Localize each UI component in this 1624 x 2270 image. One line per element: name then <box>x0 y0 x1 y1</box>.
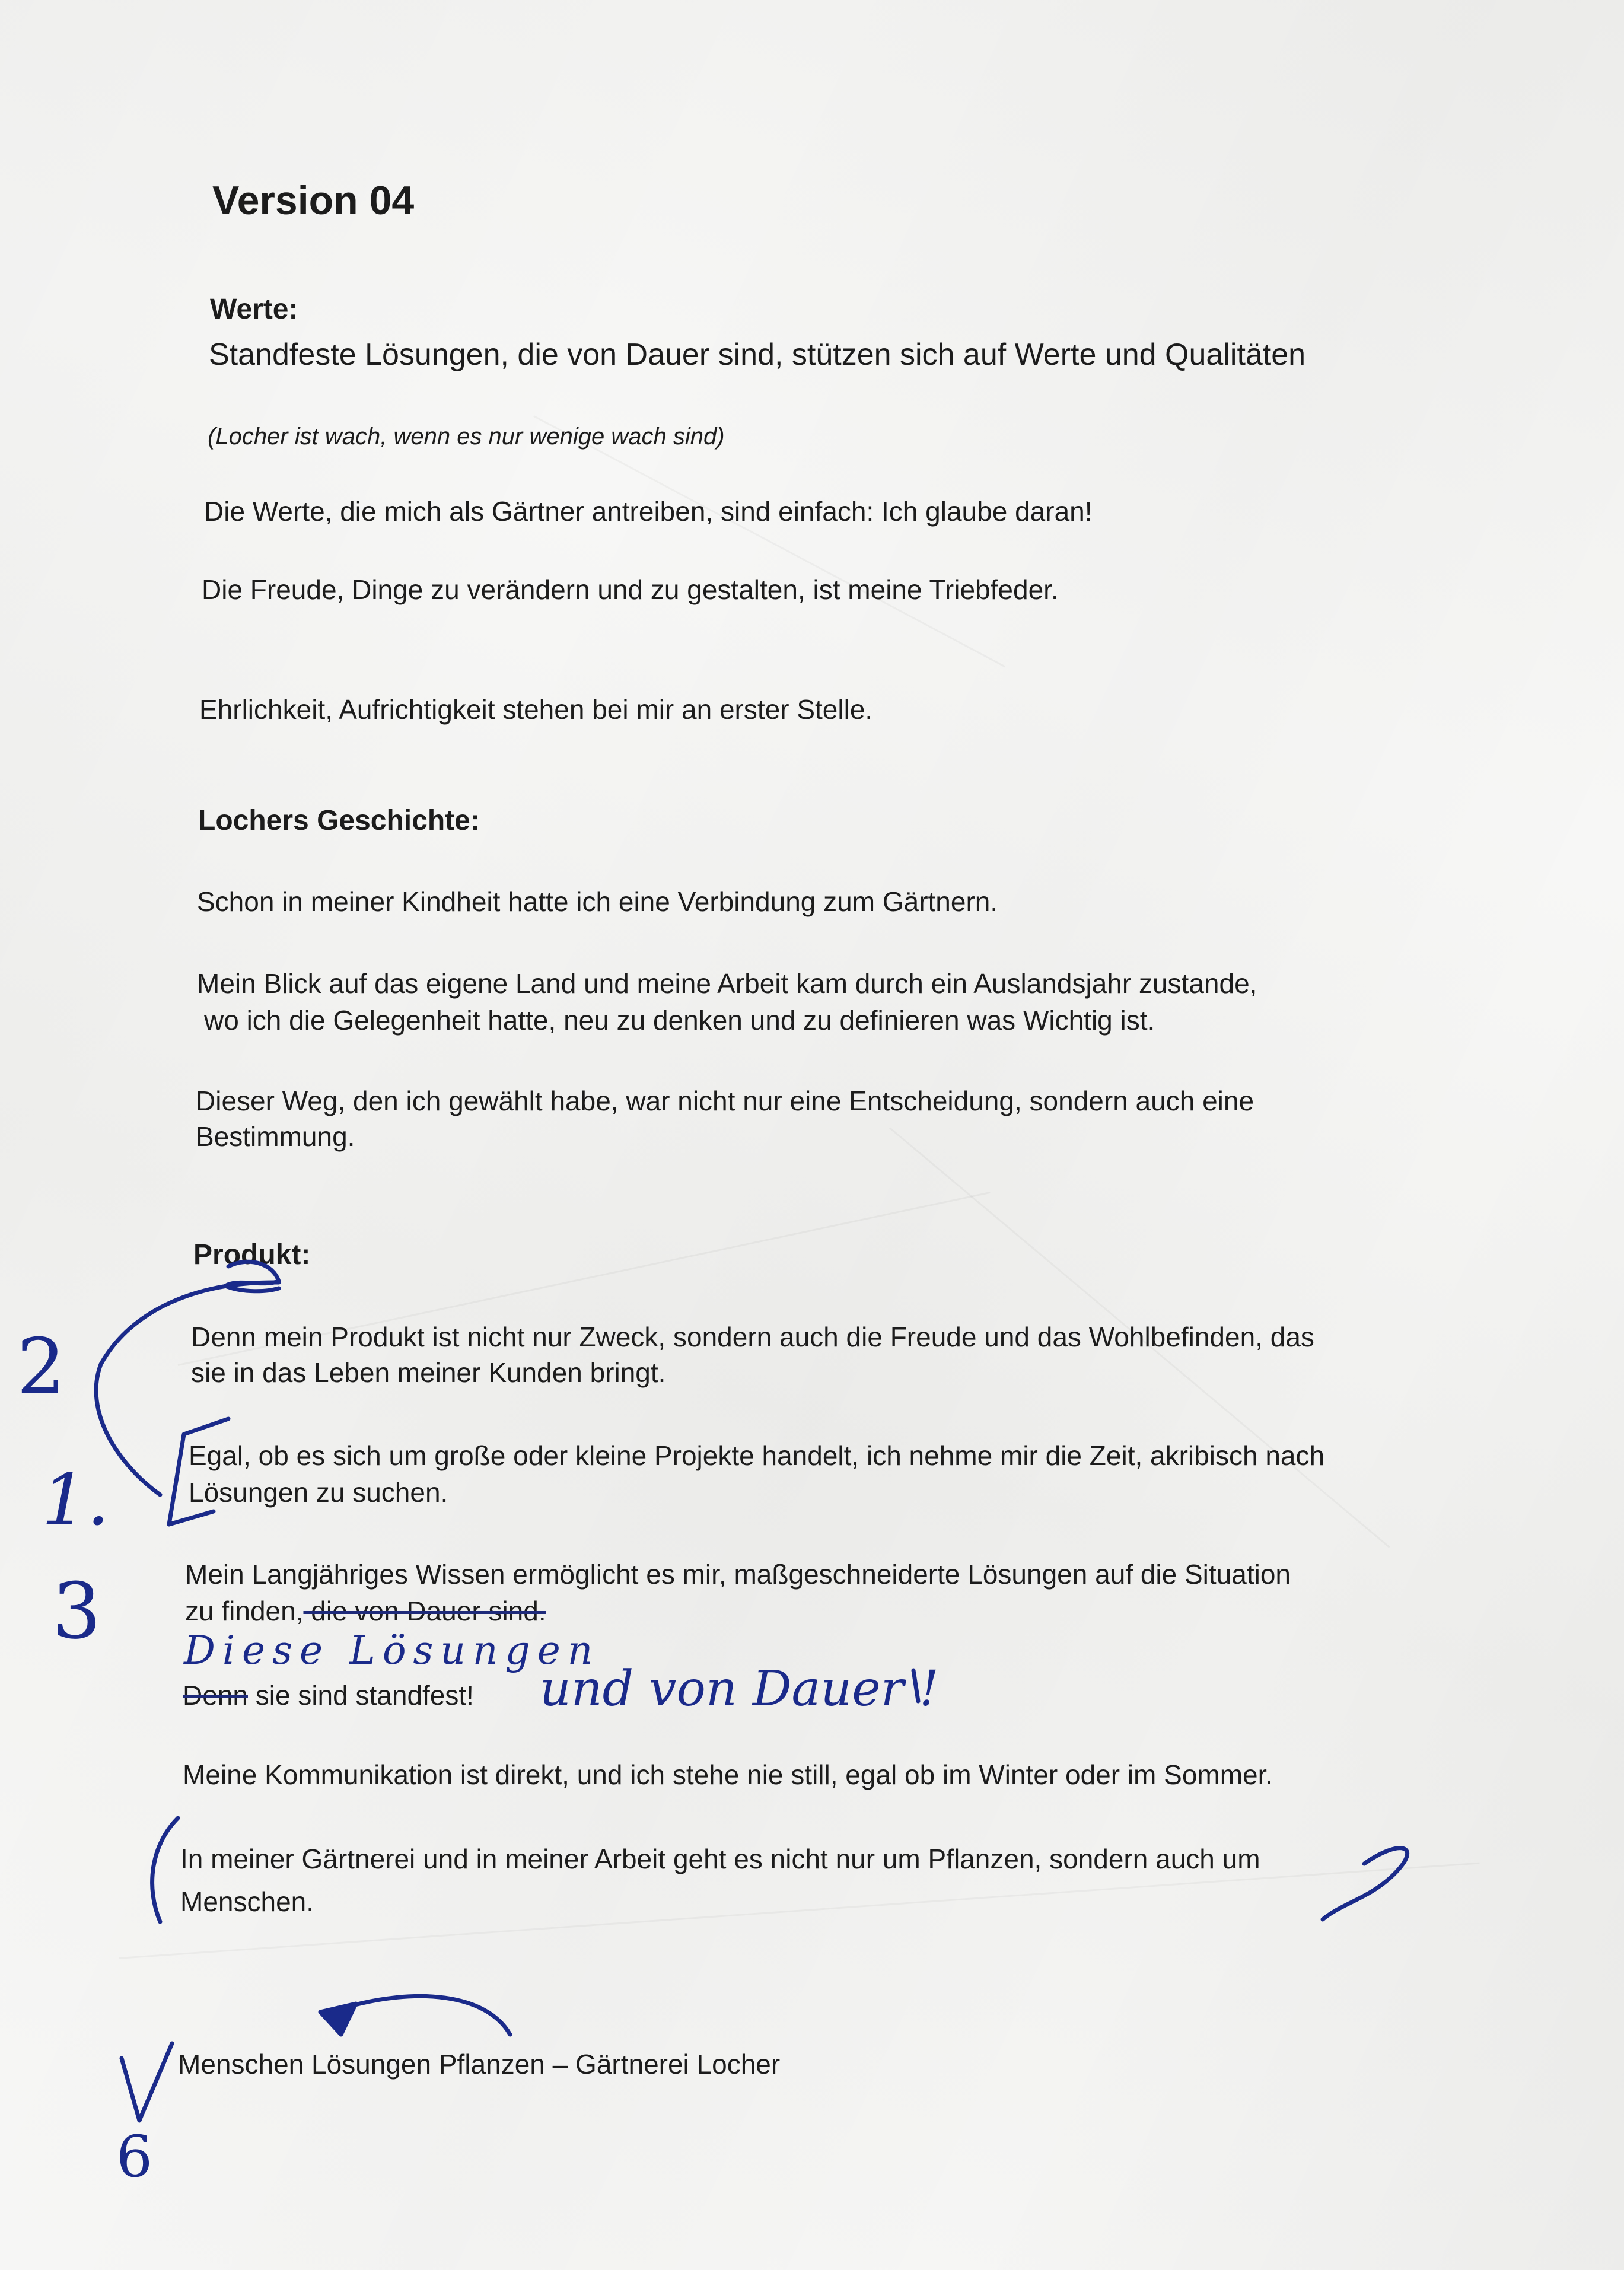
closing-line: Menschen Lösungen Pflanzen – Gärtnerei Locher <box>178 2049 781 2080</box>
ink-check-mark <box>122 2043 172 2121</box>
produkt-heading: Produkt: <box>193 1239 311 1271</box>
produkt-paragraph-1-line-1: Denn mein Produkt ist nicht nur Zweck, sondern auch die Freude und das Wohlbefinden, das <box>191 1322 1314 1352</box>
struck-text: die von Dauer sind. <box>303 1596 546 1626</box>
handwritten-insert-above: Diese Lösungen <box>184 1628 600 1673</box>
produkt-paragraph-3-line-1: Mein Langjähriges Wissen ermöglicht es mir, maßgeschneiderte Lösungen auf die Situation <box>185 1559 1291 1590</box>
produkt-paragraph-4: Meine Kommunikation ist direkt, und ich stehe nie still, egal ob im Winter oder im Sommer. <box>183 1759 1273 1790</box>
handwritten-number-6: 6 <box>116 2123 153 2190</box>
handwritten-number-1: 1. <box>42 1459 110 1542</box>
geschichte-heading: Lochers Geschichte: <box>198 805 480 836</box>
werte-heading: Werte: <box>210 294 298 325</box>
geschichte-paragraph-2-line-1: Mein Blick auf das eigene Land und meine Arbeit kam durch ein Auslandsjahr zustande, <box>197 968 1257 999</box>
geschichte-paragraph-3-line-1: Dieser Weg, den ich gewählt habe, war nicht nur eine Entscheidung, sondern auch eine <box>196 1085 1254 1116</box>
ink-curl-arrow <box>1323 1848 1408 1919</box>
handwritten-number-2: 2 <box>17 1322 66 1412</box>
produkt-paragraph-2-line-1: Egal, ob es sich um große oder kleine Projekte handelt, ich nehme mir die Zeit, akribisch nach <box>189 1440 1325 1471</box>
document-title: Version 04 <box>212 178 415 223</box>
geschichte-paragraph-3-line-2: Bestimmung. <box>196 1121 355 1152</box>
geschichte-paragraph-1: Schon in meiner Kindheit hatte ich eine Verbindung zum Gärtnern. <box>197 886 998 917</box>
handwritten-insert-after: und von Dauer ! <box>540 1661 939 1717</box>
ink-tick <box>913 1670 918 1701</box>
handwritten-number-3: 3 <box>52 1566 101 1656</box>
ink-arrow <box>344 1996 510 2035</box>
ink-paragraph-bracket <box>169 1419 228 1524</box>
produkt-paragraph-1-line-2: sie in das Leben meiner Kunden bringt. <box>191 1357 666 1388</box>
werte-note: (Locher ist wach, wenn es nur wenige wach sind) <box>208 424 725 450</box>
ink-paragraph-bracket <box>152 1818 178 1922</box>
werte-paragraph-2: Die Freude, Dinge zu verändern und zu gestalten, ist meine Triebfeder. <box>202 574 1059 605</box>
werte-lead: Standfeste Lösungen, die von Dauer sind, stützen sich auf Werte und Qualitäten <box>209 338 1306 372</box>
struck-word: Denn <box>183 1680 248 1711</box>
produkt-paragraph-2-line-2: Lösungen zu suchen. <box>189 1477 448 1508</box>
produkt-paragraph-5-line-1: In meiner Gärtnerei und in meiner Arbeit geht es nicht nur um Pflanzen, sondern auch um <box>180 1844 1260 1874</box>
produkt-paragraph-5-line-2: Menschen. <box>180 1886 314 1917</box>
ink-arrowhead <box>320 2004 356 2035</box>
geschichte-paragraph-2-line-2: wo ich die Gelegenheit hatte, neu zu denken und zu definieren was Wichtig ist. <box>204 1005 1155 1036</box>
werte-paragraph-3: Ehrlichkeit, Aufrichtigkeit stehen bei mir an erster Stelle. <box>199 694 873 725</box>
werte-paragraph-1: Die Werte, die mich als Gärtner antreiben, sind einfach: Ich glaube daran! <box>204 496 1093 527</box>
produkt-paragraph-3-text: zu finden, <box>185 1596 304 1626</box>
produkt-paragraph-3-text: sie sind standfest! <box>247 1680 474 1711</box>
ink-bracket-arrow <box>96 1282 279 1495</box>
